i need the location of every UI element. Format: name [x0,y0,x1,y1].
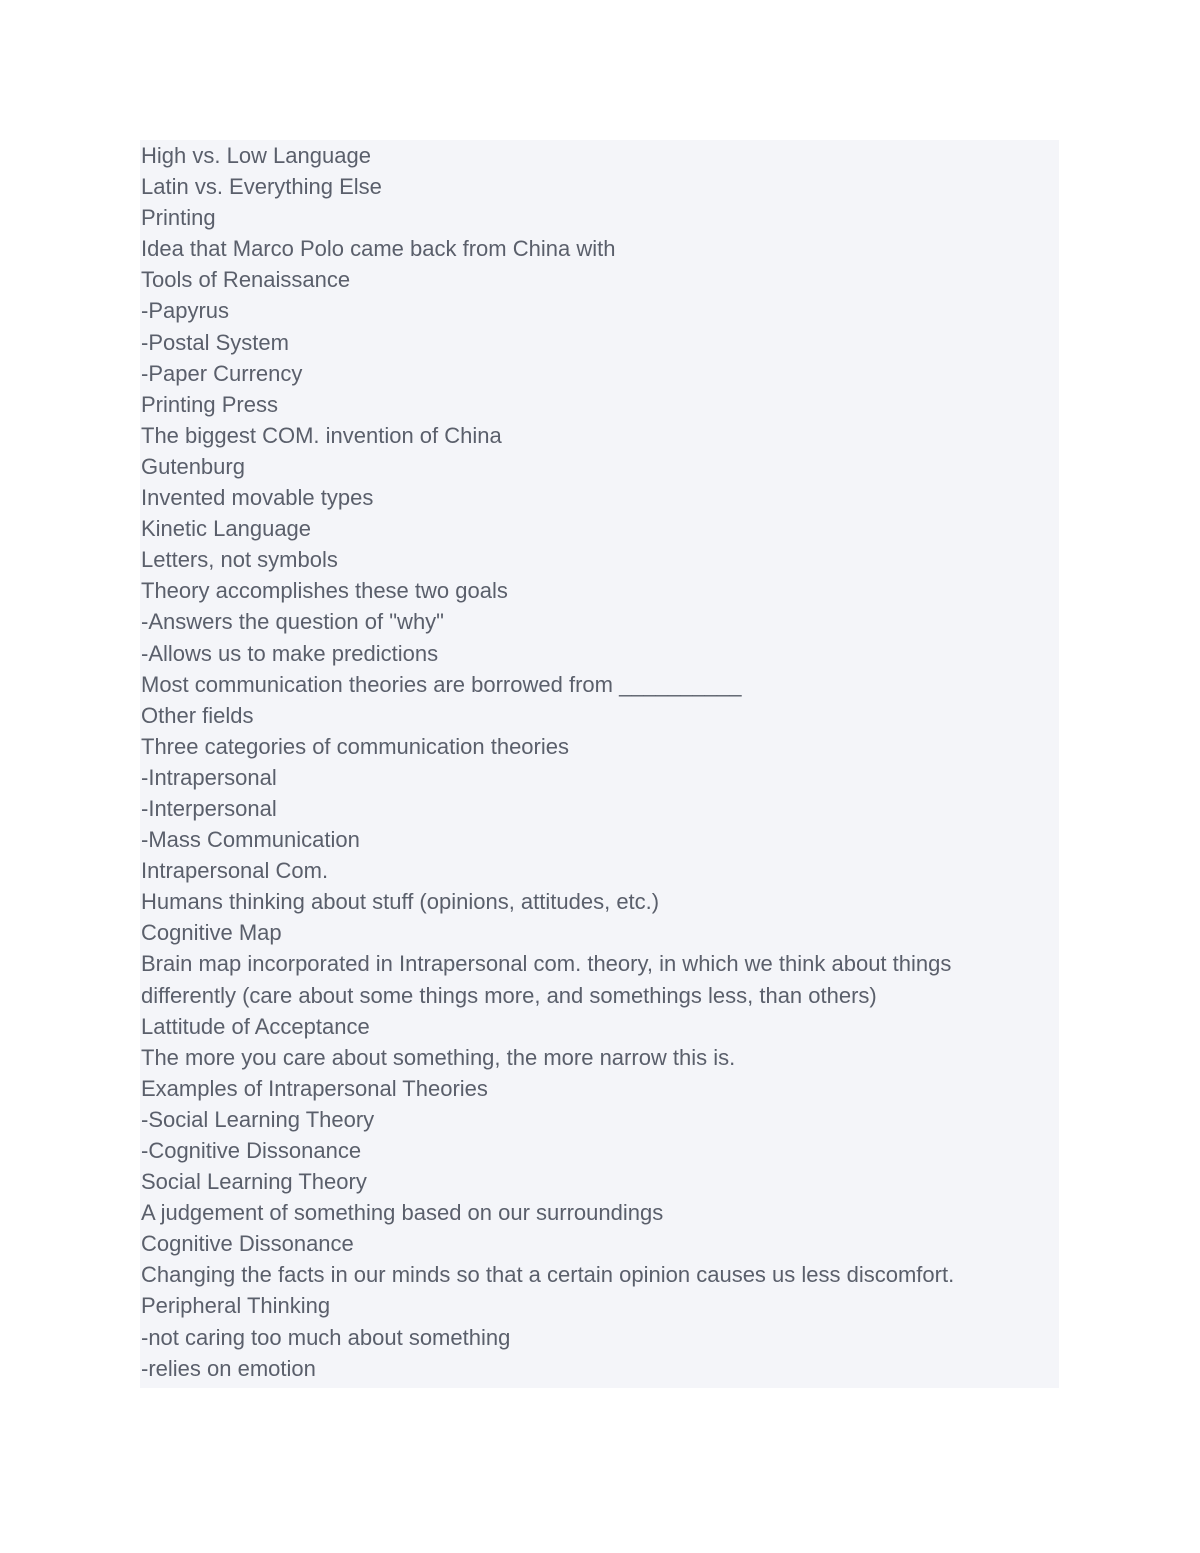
note-line: High vs. Low Language [141,143,371,168]
note-line: -Paper Currency [141,360,303,386]
note-line: -Intrapersonal [141,764,277,790]
note-line: Social Learning Theory [141,1169,367,1195]
note-line: -Postal System [141,329,289,355]
note-line: Printing [141,205,216,231]
note-line: Kinetic Language [141,516,312,542]
note-line: -Interpersonal [141,795,277,821]
note-line: Other fields [141,702,254,728]
note-line: Invented movable types [141,485,374,511]
note-line: Examples of Intrapersonal Theories [141,1075,488,1101]
note-line: Letters, not symbols [141,547,338,573]
note-line: Brain map incorporated in Intrapersonal com. theory, in which we think about things [141,951,952,977]
notes-text-block [140,140,1059,1388]
note-line: Theory accomplishes these two goals [141,578,508,604]
note-line: Latin vs. Everything Else [141,174,382,200]
note-line: -Cognitive Dissonance [141,1138,362,1163]
note-line: differently (care about some things more, and somethings less, than others) [141,982,877,1008]
note-line: Cognitive Map [141,920,282,946]
note-line: Intrapersonal Com. [141,858,329,884]
note-line: -Allows us to make predictions [141,640,439,666]
note-line: Gutenburg [141,453,245,479]
note-line: Changing the facts in our minds so that a certain opinion causes us less discomfort. [141,1262,955,1288]
note-line: -not caring too much about something [141,1324,511,1350]
note-line: -Social Learning Theory [141,1106,375,1132]
note-line: -Papyrus [141,298,230,324]
note-line: Tools of Renaissance [141,267,351,293]
note-line: Peripheral Thinking [141,1293,331,1319]
note-line: Cognitive Dissonance [141,1231,354,1257]
note-line: Humans thinking about stuff (opinions, attitudes, etc.) [141,889,660,915]
note-line: Three categories of communication theories [141,733,569,759]
note-line: -Mass Communication [141,827,360,853]
note-line: A judgement of something based on our surroundings [141,1200,664,1226]
note-line: The more you care about something, the more narrow this is. [141,1044,736,1070]
note-line: -relies on emotion [141,1355,316,1381]
note-line: Printing Press [141,391,278,417]
note-line: Most communication theories are borrowed from __________ [141,671,742,697]
note-line: -Answers the question of "why" [141,609,444,635]
note-line: Idea that Marco Polo came back from China with [141,236,616,262]
note-line: The biggest COM. invention of China [141,422,502,448]
note-line: Lattitude of Acceptance [141,1013,370,1039]
